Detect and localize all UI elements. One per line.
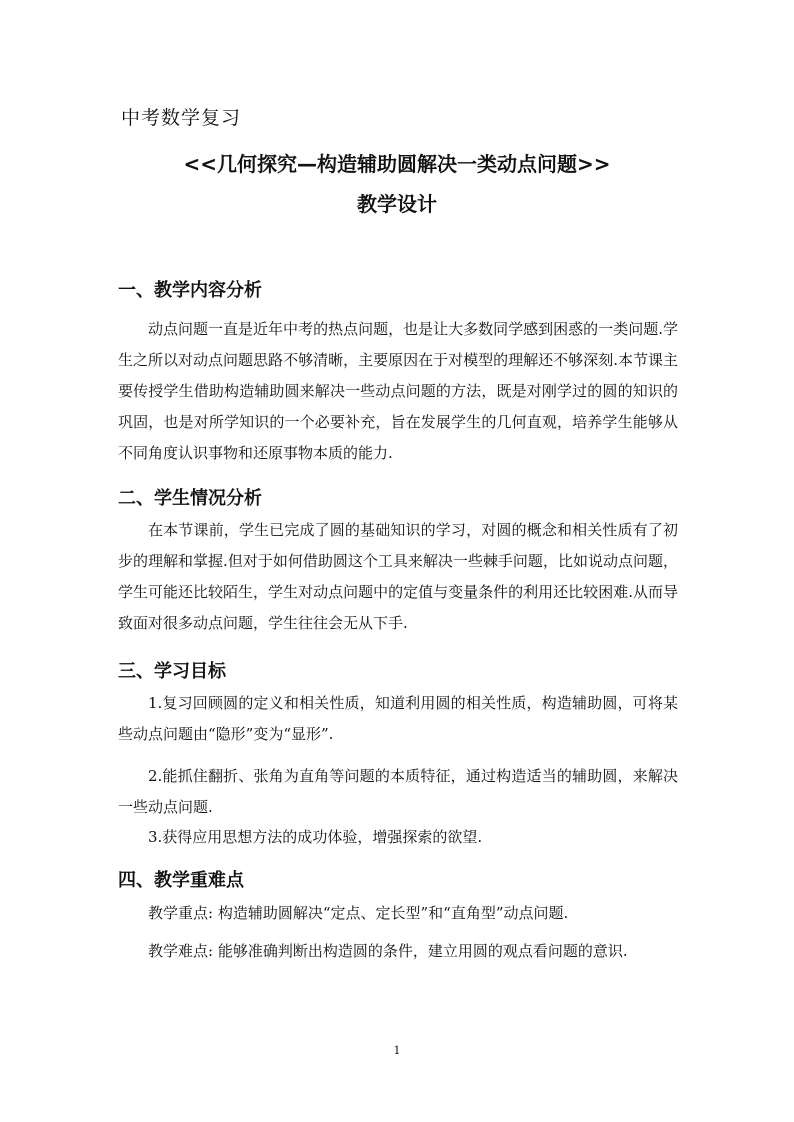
difficult-point-item: 教学难点: 能够准确判断出构造圆的条件，建立用圆的观点看问题的意识. (148, 942, 628, 960)
learning-goal-item: 1.复习回顾圆的定义和相关性质，知道利用圆的相关性质，构造辅助圆，可将某些动点问题由“隐形”变为“显形”. (118, 694, 678, 743)
key-point-item: 教学重点: 构造辅助圆解决“定点、定长型”和“直角型”动点问题. (148, 904, 569, 922)
learning-goal-item: 3.获得应用思想方法的成功体验，增强探索的欲望. (148, 828, 483, 846)
page-number: 1 (393, 1044, 401, 1057)
section-paragraph-content-analysis: 动点问题一直是近年中考的热点问题，也是让大多数同学感到困惑的一类问题.学生之所以对动点问题思路不够清晰，主要原因在于对模型的理解还不够深刻.本节课主要传授学生借助构造辅助圆来解决一些动点问题的方法，既是对刚学过的圆的知识的巩固，也是对所学知识的一个必要补充，旨在发展学生的几何直观，培养学生能够从不同角度认识事物和还原事物本质的能力. (118, 320, 678, 462)
section-heading-key-points: 四、教学重难点 (118, 870, 244, 891)
section-heading-content-analysis: 一、教学内容分析 (118, 280, 262, 301)
section-paragraph-student-analysis: 在本节课前，学生已完成了圆的基础知识的学习，对圆的概念和相关性质有了初步的理解和掌握.但对于如何借助圆这个工具来解决一些棘手问题，比如说动点问题，学生可能还比较陌生，学生对动点问题中的定值与变量条件的利用还比较困难.从而导致面对很多动点问题，学生往往会无从下手. (118, 521, 678, 632)
document-subtitle: 教学设计 (357, 192, 437, 216)
section-heading-learning-goals: 三、学习目标 (118, 661, 226, 682)
document-title: <<几何探究—构造辅助圆解决一类动点问题>> (183, 152, 611, 176)
document-kicker: 中考数学复习 (121, 107, 242, 129)
learning-goal-item: 2.能抓住翻折、张角为直角等问题的本质特征，通过构造适当的辅助圆，来解决一些动点问题. (118, 767, 678, 816)
section-heading-student-analysis: 二、学生情况分析 (118, 488, 262, 509)
